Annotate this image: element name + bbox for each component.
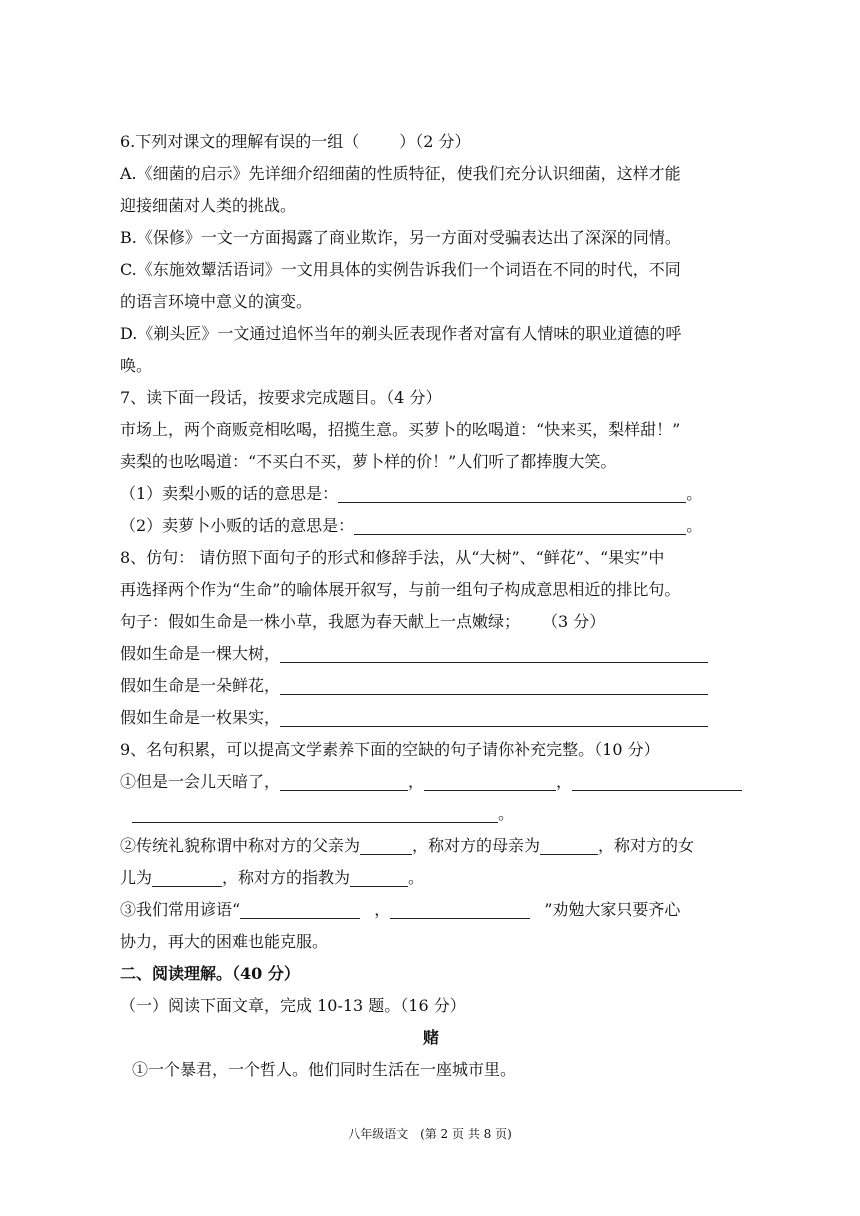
q6-option-d: D.《剃头匠》一文通过追怀当年的剃头匠表现作者对富有人情味的职业道德的呼 [120,324,682,343]
q8-example: 句子：假如生命是一株小草，我愿为春天献上一点嫩绿； （3 分） [120,612,606,631]
answer-blank[interactable] [360,836,412,855]
q6-option-a-cont: 迎接细菌对人类的挑战。 [120,196,297,215]
q7-passage-line2: 卖梨的也吆喝道：“不买白不买，萝卜样的价！”人们听了都捧腹大笑。 [120,452,617,471]
q7-passage-line1: 市场上，两个商贩竞相吆喝，招揽生意。买萝卜的吆喝道：“快来买，梨样甜！” [120,420,681,439]
article-title: 赌 [422,1028,439,1047]
q6-option-a: A.《细菌的启示》先详细介绍细菌的性质特征，使我们充分认识细菌，这样才能 [120,164,681,183]
answer-blank[interactable] [424,772,556,791]
answer-blank[interactable] [354,516,686,535]
answer-blank[interactable] [338,484,686,503]
q9-item1: ①但是一会儿天暗了， ， ， [120,766,742,798]
q6-option-d-cont: 唤。 [120,356,153,375]
answer-blank[interactable] [280,708,708,727]
page-content [120,126,742,1086]
answer-blank[interactable] [572,772,742,791]
q8-title: 8、仿句： 请仿照下面句子的形式和修辞手法，从“大树”、“鲜花”、“果实”中 [120,548,665,567]
answer-blank[interactable] [280,644,708,663]
answer-blank[interactable] [540,836,598,855]
q9-item2-cont: 儿为 ，称对方的指教为 。 [120,868,425,887]
q9-item1-cont: 。 [120,798,742,830]
page-footer [0,1126,860,1142]
footer-page-number: (第 2 页 共 8 页) [420,1127,512,1141]
footer-subject: 八年级语文 [348,1127,409,1141]
q7-title: 7、读下面一段话，按要求完成题目。（4 分） [120,388,442,407]
answer-blank[interactable] [350,868,408,887]
q6-title: 6.下列对课文的理解有误的一组（ ）（2 分） [120,132,471,151]
q8-title-cont: 再选择两个作为“生命”的喻体展开叙写，与前一组句子构成意思相近的排比句。 [120,580,681,599]
q8-line-fruit: 假如生命是一枚果实， [120,702,742,734]
answer-blank[interactable] [280,676,708,695]
section2-title: 二、阅读理解。（40 分） [120,964,300,983]
q6-option-c-cont: 的语言环境中意义的演变。 [120,292,313,311]
answer-blank[interactable] [240,900,360,919]
q8-line-flower: 假如生命是一朵鲜花， [120,670,742,702]
q6-option-c: C.《东施效颦活语词》一文用具体的实例告诉我们一个词语在不同的时代，不同 [120,260,681,279]
q9-title: 9、名句积累，可以提高文学素养下面的空缺的句子请你补充完整。（10 分） [120,740,660,759]
q9-item3-cont: 协力，再大的困难也能克服。 [120,932,329,951]
answer-blank[interactable] [280,772,408,791]
q7-sub1: （1）卖梨小贩的话的意思是： 。 [120,484,703,503]
q9-item2: ②传统礼貌称谓中称对方的父亲为 ，称对方的母亲为 ，称对方的女 [120,836,695,855]
answer-blank[interactable] [390,900,530,919]
q8-line-tree: 假如生命是一棵大树， [120,638,742,670]
q6-option-b: B.《保修》一文一方面揭露了商业欺诈，另一方面对受骗表达出了深深的同情。 [120,228,681,247]
section2-subtitle: （一）阅读下面文章，完成 10-13 题。（16 分） [120,996,466,1015]
answer-blank[interactable] [152,868,222,887]
answer-blank[interactable] [132,804,498,823]
q7-sub2: （2）卖萝卜小贩的话的意思是： 。 [120,516,703,535]
article-paragraph-1: ①一个暴君，一个哲人。他们同时生活在一座城市里。 [132,1060,517,1079]
q9-item3: ③我们常用谚语“ ， ”劝勉大家只要齐心 [120,900,681,919]
